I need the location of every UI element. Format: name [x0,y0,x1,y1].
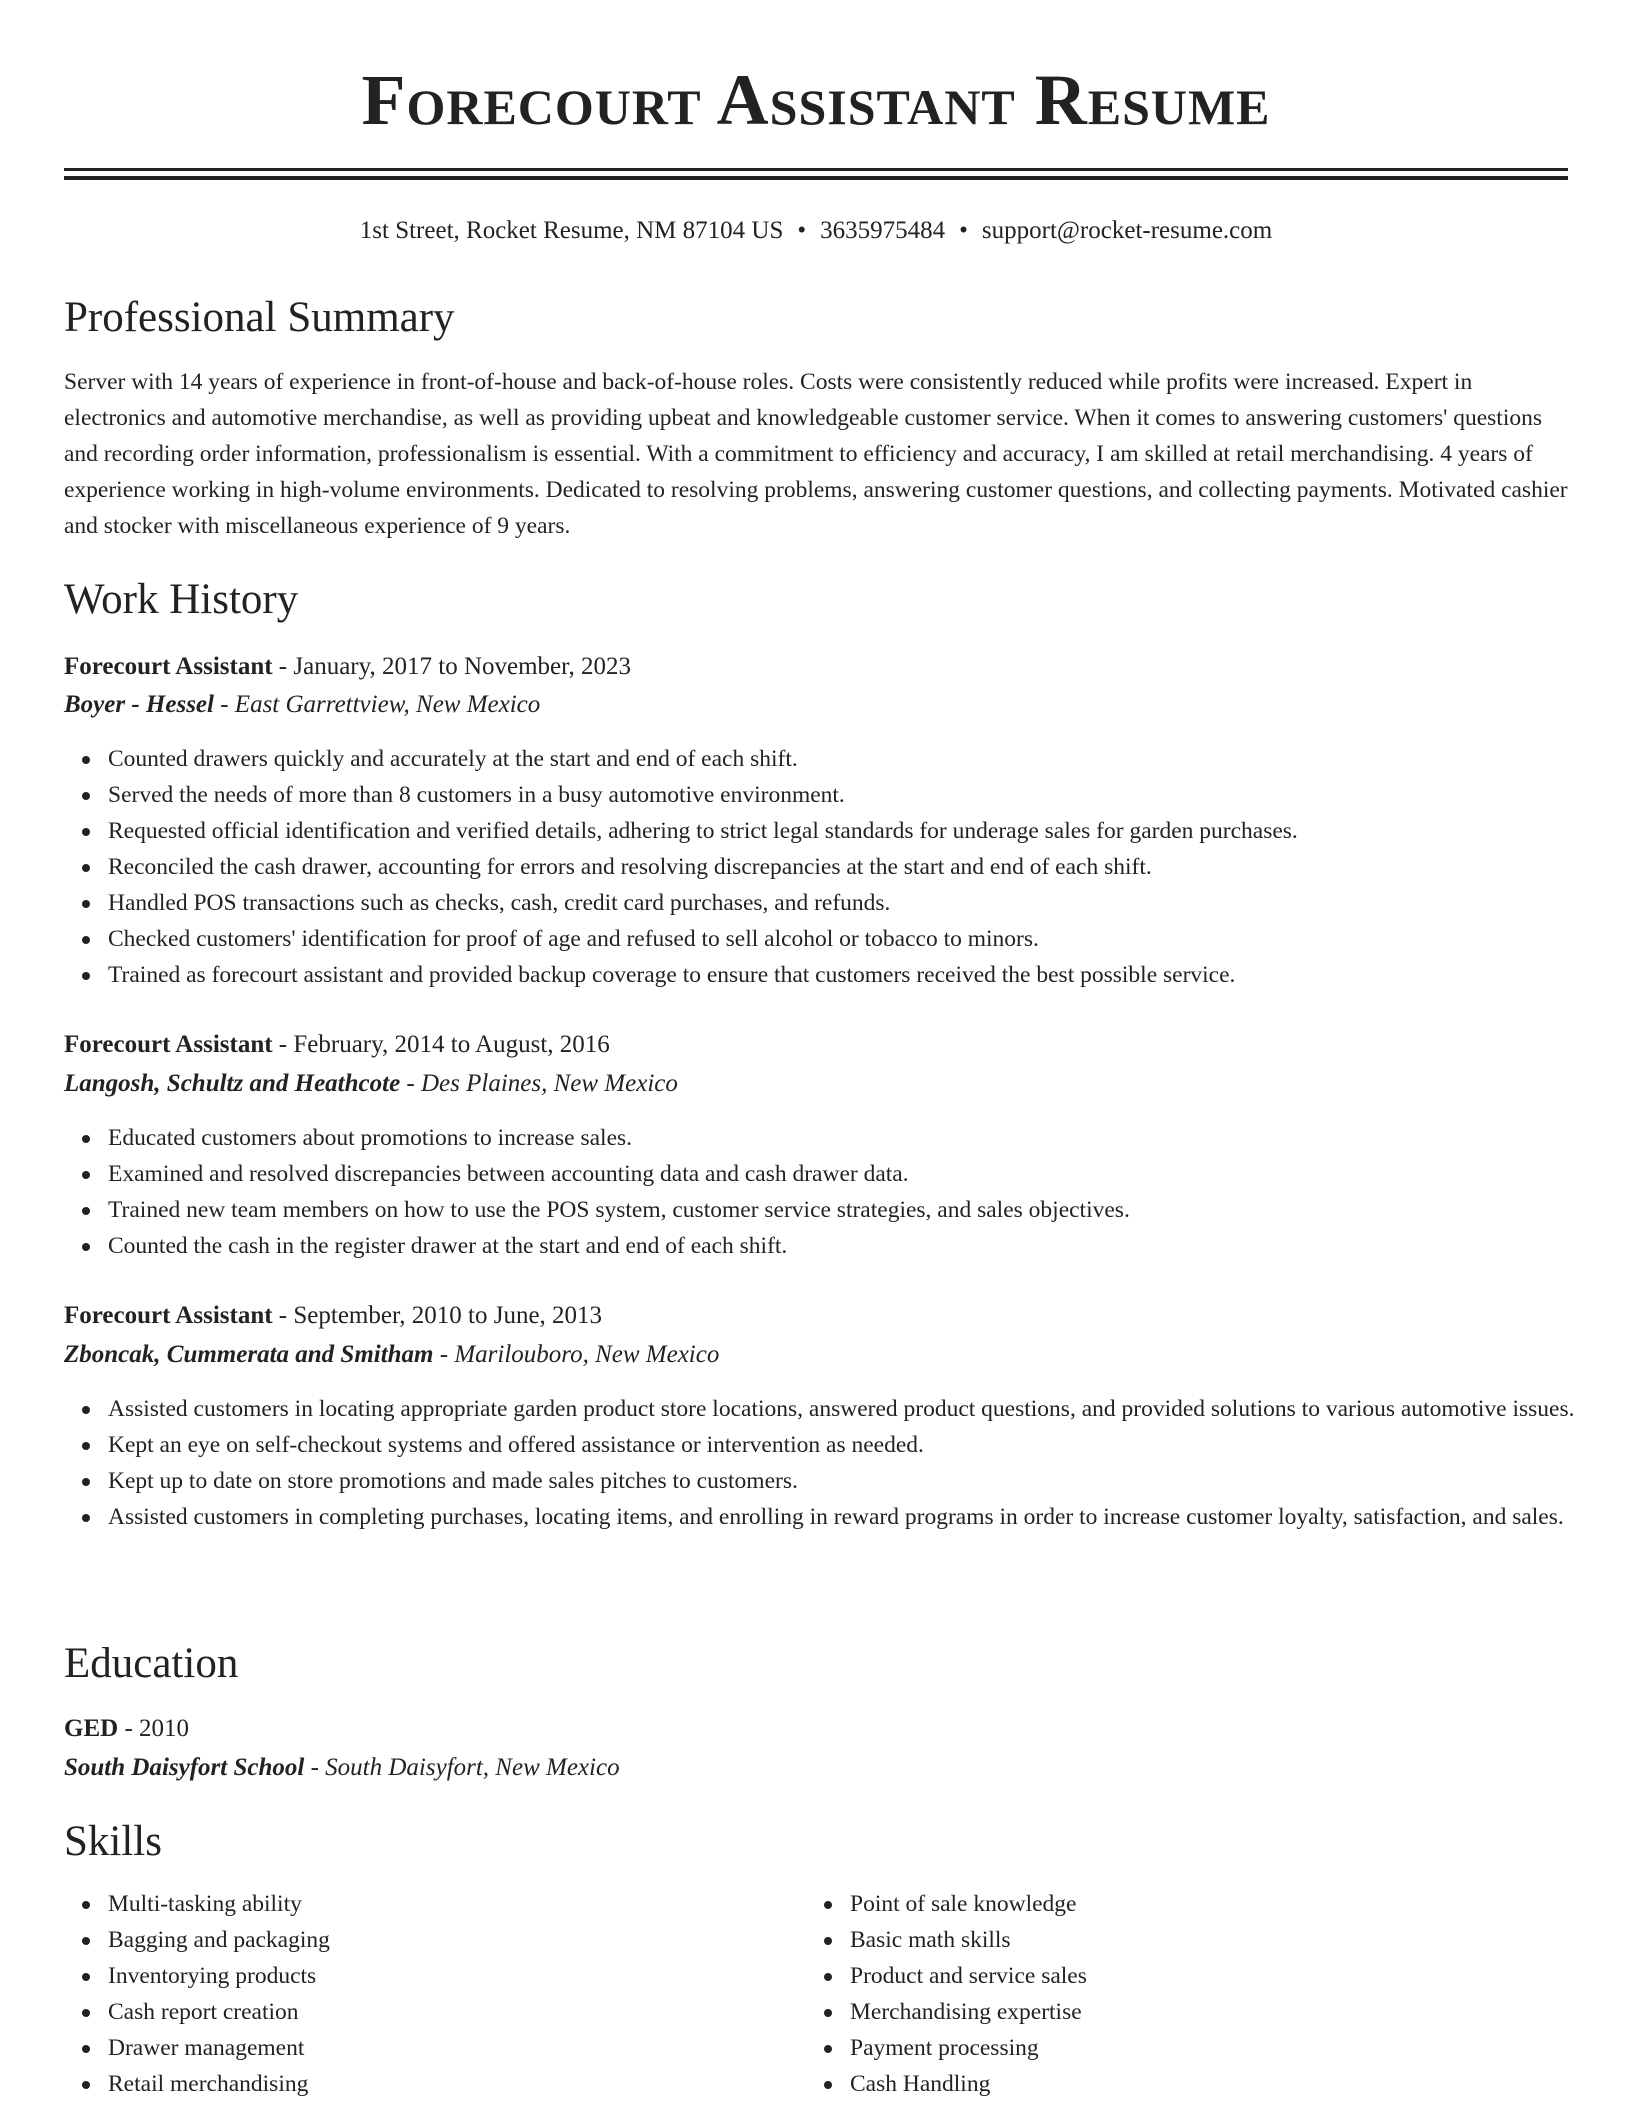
contact-separator: • [797,217,807,244]
job-dates: - September, 2010 to June, 2013 [272,1302,603,1329]
employer-line [64,688,540,722]
job-bullets [64,1391,1612,1535]
list-item: Counted drawers quickly and accurately at the start and end of each shift. [108,741,1612,777]
contact-separator: • [959,217,968,244]
employer-name: Langosh, Schultz and Heathcote [64,1070,401,1097]
degree-year: - 2010 [118,1715,190,1742]
skill-item: Cash Handling [850,2066,1632,2102]
summary-heading: Professional Summary [64,294,455,341]
work-history-heading: Work History [64,576,299,623]
skill-item: Retail merchandising [108,2066,1612,2102]
job-title: Forecourt Assistant [64,1031,273,1058]
list-item: Assisted customers in locating appropriate garden product store locations, answered product questions, and provided solutions to various automotive issues. [108,1391,1612,1427]
list-item: Assisted customers in completing purchases, locating items, and enrolling in reward programs in order to increase customer loyalty, satisfaction, and sales. [108,1499,1612,1535]
resume-content [64,0,1575,2097]
job-title-line [64,1299,602,1333]
list-item: Trained as forecourt assistant and provided backup coverage to ensure that customers received the best possible service. [108,957,1612,993]
list-item: Trained new team members on how to use the POS system, customer service strategies, and sales objectives. [108,1192,1612,1228]
list-item: Served the needs of more than 8 customers in a busy automotive environment. [108,777,1612,813]
contact-email: support@rocket-resume.com [981,217,1273,244]
resume-title: Forecourt Assistant Resume [361,60,1271,140]
list-item: Handled POS transactions such as checks, cash, credit card purchases, and refunds. [108,885,1612,921]
job-bullets [64,741,1612,993]
skill-item: Cash report creation [108,1994,1612,2030]
list-item: Requested official identification and verified details, adhering to strict legal standards for underage sales for garden purchases. [108,813,1612,849]
skill-item: Product and service sales [850,1958,1632,1994]
list-item: Reconciled the cash drawer, accounting for errors and resolving discrepancies at the start and end of each shift. [108,849,1612,885]
degree-name: GED [64,1715,119,1742]
employer-line [64,1067,678,1101]
job-bullets [64,1120,1612,1264]
contact-phone: 3635975484 [820,217,946,244]
employer-location: - Marilouboro, New Mexico [433,1341,720,1368]
title-rule-top [64,168,1568,171]
employer-location: - East Garrettview, New Mexico [213,691,541,718]
list-item: Counted the cash in the register drawer at the start and end of each shift. [108,1228,1612,1264]
skill-item: Inventorying products [108,1958,1612,1994]
list-item: Kept up to date on store promotions and made sales pitches to customers. [108,1463,1612,1499]
employer-location: - Des Plaines, New Mexico [400,1070,678,1097]
contact-address: 1st Street, Rocket Resume, NM 87104 US [359,217,784,244]
skill-item: Basic math skills [850,1922,1632,1958]
skill-item: Drawer management [108,2030,1612,2066]
job-title-line [64,650,631,684]
school-location: - South Daisyfort, New Mexico [304,1754,620,1781]
summary-text: Server with 14 years of experience in front-of-house and back-of-house roles. Costs were consistently reduced while profits were increased. Expert in electronics and automotive merchandise, as well as providing upbeat and knowledgeable customer service. When it comes to answering customers' questions and recording order information, professionalism is essential. With a commitment to efficiency and accuracy, I am skilled at retail merchandising. 4 years of experience working in high-volume environments. Dedicated to resolving problems, answering customer questions, and collecting payments. Motivated cashier and stocker with miscellaneous experience of 9 years. [64,369,1568,539]
skill-item: Multi-tasking ability [108,1886,1612,1922]
school-name: South Daisyfort School [64,1754,305,1781]
job-title: Forecourt Assistant [64,1302,273,1329]
list-item: Examined and resolved discrepancies between accounting data and cash drawer data. [108,1156,1612,1192]
title-rule-bottom [64,176,1568,180]
list-item: Educated customers about promotions to increase sales. [108,1120,1612,1156]
skill-item: Merchandising expertise [850,1994,1632,2030]
education-heading: Education [64,1640,239,1687]
contact-line [64,214,1568,248]
skill-item: Point of sale knowledge [850,1886,1632,1922]
list-item: Kept an eye on self-checkout systems and offered assistance or intervention as needed. [108,1427,1612,1463]
employer-name: Boyer - Hessel [64,691,214,718]
skill-item: Bagging and packaging [108,1922,1612,1958]
skills-heading: Skills [64,1818,162,1865]
list-item: Checked customers' identification for proof of age and refused to sell alcohol or tobacco to minors. [108,921,1612,957]
job-title-line [64,1028,610,1062]
employer-name: Zboncak, Cummerata and Smitham [64,1341,434,1368]
job-dates: - February, 2014 to August, 2016 [272,1031,610,1058]
skill-item: Payment processing [850,2030,1632,2066]
degree-line [64,1712,189,1746]
employer-line [64,1338,719,1372]
job-title: Forecourt Assistant [64,653,273,680]
school-line [64,1751,620,1785]
job-dates: - January, 2017 to November, 2023 [272,653,631,680]
skills-list-right [806,1886,1632,2102]
